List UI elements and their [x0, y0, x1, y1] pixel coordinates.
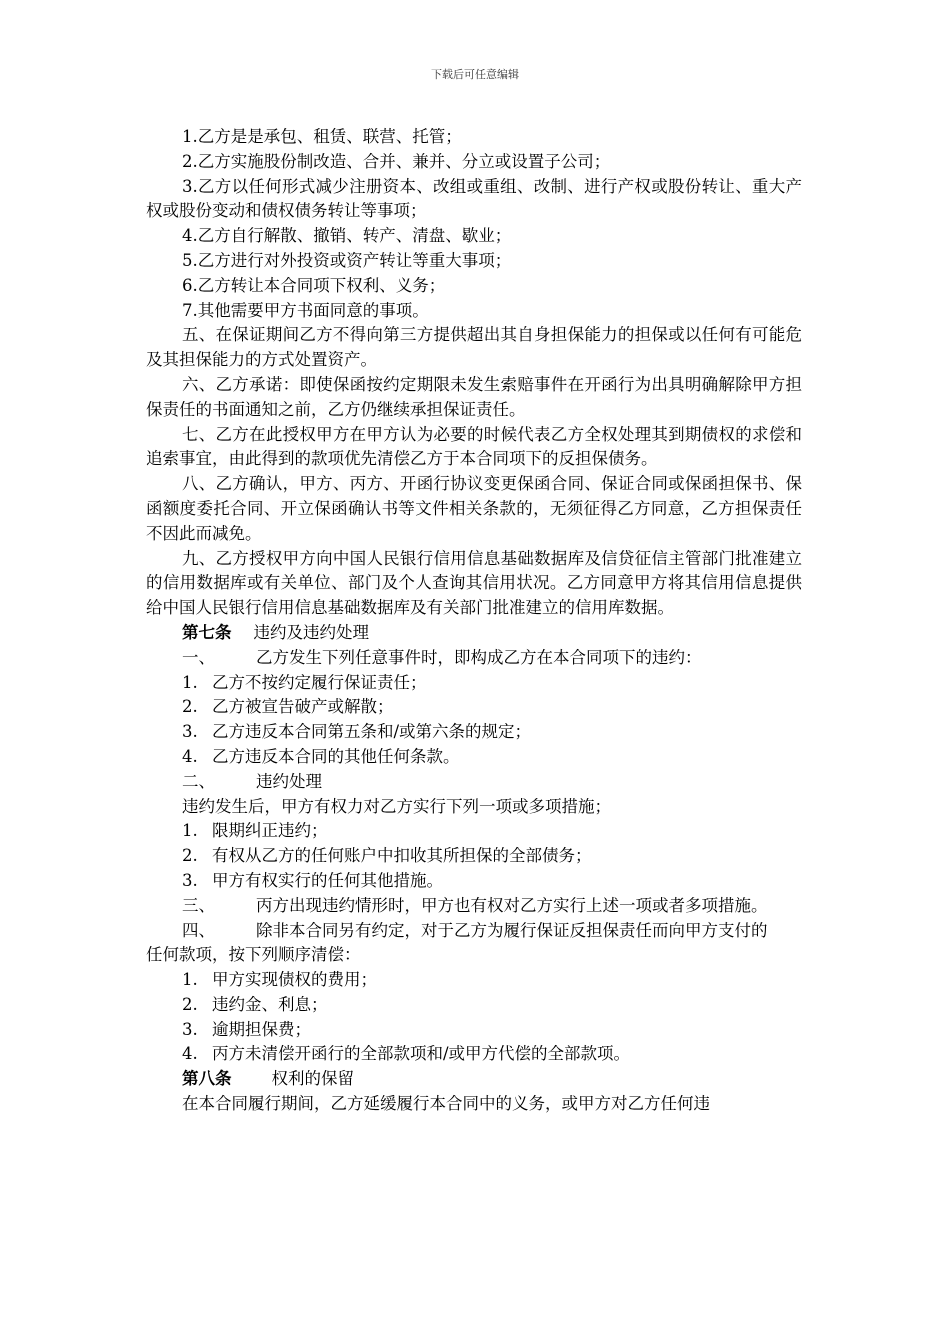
section-heading	[146, 770, 802, 795]
section-text: 除非本合同另有约定，对于乙方为履行保证反担保责任而向甲方支付的	[256, 920, 768, 940]
article-heading	[146, 1067, 802, 1092]
item-number: 4.	[182, 1044, 198, 1064]
list-item	[146, 819, 802, 844]
list-item: 7.其他需要甲方书面同意的事项。	[182, 300, 429, 320]
document-body	[146, 125, 802, 1117]
list-item	[146, 695, 802, 720]
paragraph: 八、乙方确认，甲方、丙方、开函行协议变更保函合同、保证合同或保函担保书、保函额度委托合同、开立保函确认书等文件相关条款的，无须征得乙方同意，乙方担保责任不因此而减免。	[146, 474, 802, 543]
list-item	[146, 844, 802, 869]
section-heading	[146, 919, 802, 944]
item-text: 逾期担保费；	[212, 1019, 311, 1039]
paragraph: 九、乙方授权甲方向中国人民银行信用信息基础数据库及信贷征信主管部门批准建立的信用数据库或有关单位、部门及个人查询其信用状况。乙方同意甲方将其信用信息提供给中国人民银行信用信息基础数据库及有关部门批准建立的信用库数据。	[146, 548, 802, 618]
article-title: 违约及违约处理	[253, 622, 369, 642]
item-text: 丙方未清偿开函行的全部款项和/或甲方代偿的全部款项。	[212, 1044, 631, 1064]
list-item	[146, 745, 802, 770]
list-item	[146, 1018, 802, 1043]
section-continuation: 任何款项，按下列顺序清偿：	[146, 945, 361, 965]
item-number: 1.	[182, 821, 198, 841]
list-item: 3.乙方以任何形式减少注册资本、改组或重组、改制、进行产权或股份转让、重大产权或股份变动和债权债务转让等事项；	[146, 176, 802, 221]
list-item	[146, 671, 802, 696]
list-item	[146, 1042, 802, 1067]
item-number: 1.	[182, 672, 198, 692]
section-text: 乙方发生下列任意事件时，即构成乙方在本合同项下的违约：	[256, 647, 702, 667]
section-heading	[146, 894, 802, 919]
article-label: 第八条	[182, 1069, 232, 1089]
item-number: 3.	[182, 722, 198, 742]
article-title: 权利的保留	[271, 1069, 354, 1089]
section-intro: 违约发生后，甲方有权力对乙方实行下列一项或多项措施；	[182, 796, 611, 816]
list-item	[146, 968, 802, 993]
item-number: 2.	[182, 846, 198, 866]
item-number: 2.	[182, 994, 198, 1014]
list-item: 2.乙方实施股份制改造、合并、兼并、分立或设置子公司；	[182, 151, 611, 171]
section-text: 违约处理	[256, 771, 322, 791]
item-text: 甲方实现债权的费用；	[212, 970, 377, 990]
paragraph: 在本合同履行期间，乙方延缓履行本合同中的义务，或甲方对乙方任何违	[182, 1094, 710, 1114]
item-text: 限期纠正违约；	[212, 821, 328, 841]
item-number: 3.	[182, 870, 198, 890]
list-item: 5.乙方进行对外投资或资产转让等重大事项；	[182, 250, 512, 270]
article-heading	[146, 621, 802, 646]
item-number: 1.	[182, 970, 198, 990]
list-item	[146, 993, 802, 1018]
item-text: 乙方被宣告破产或解散；	[212, 697, 394, 717]
paragraph: 七、乙方在此授权甲方在甲方认为必要的时候代表乙方全权处理其到期债权的求偿和追索事宜，由此得到的款项优先清偿乙方于本合同项下的反担保债务。	[146, 424, 802, 469]
item-number: 3.	[182, 1019, 198, 1039]
article-label: 第七条	[182, 622, 232, 642]
list-item: 6.乙方转让本合同项下权利、义务；	[182, 275, 446, 295]
paragraph: 六、乙方承诺：即使保函按约定期限未发生索赔事件在开函行为出具明确解除甲方担保责任的书面通知之前，乙方仍继续承担保证责任。	[146, 374, 802, 419]
section-text: 丙方出现违约情形时，甲方也有权对乙方实行上述一项或者多项措施。	[256, 895, 768, 915]
page-header: 下载后可任意编辑	[431, 68, 519, 81]
item-text: 违约金、利息；	[212, 994, 328, 1014]
item-text: 有权从乙方的任何账户中扣收其所担保的全部债务；	[212, 846, 592, 866]
list-item: 1.乙方是是承包、租赁、联营、托管；	[182, 127, 462, 146]
section-heading	[146, 646, 802, 671]
item-text: 乙方不按约定履行保证责任；	[212, 672, 427, 692]
section-number: 一、	[182, 647, 215, 667]
item-text: 乙方违反本合同的其他任何条款。	[212, 746, 460, 766]
item-text: 甲方有权实行的任何其他措施。	[212, 870, 443, 890]
paragraph: 五、在保证期间乙方不得向第三方提供超出其自身担保能力的担保或以任何有可能危及其担保能力的方式处置资产。	[146, 325, 802, 370]
list-item: 4.乙方自行解散、撤销、转产、清盘、歇业；	[182, 226, 512, 246]
item-number: 2.	[182, 697, 198, 717]
list-item	[146, 720, 802, 745]
section-number: 四、	[182, 920, 215, 940]
section-number: 二、	[182, 771, 215, 791]
item-text: 乙方违反本合同第五条和/或第六条的规定；	[212, 722, 532, 742]
list-item	[146, 869, 802, 894]
section-number: 三、	[182, 895, 215, 915]
item-number: 4.	[182, 746, 198, 766]
